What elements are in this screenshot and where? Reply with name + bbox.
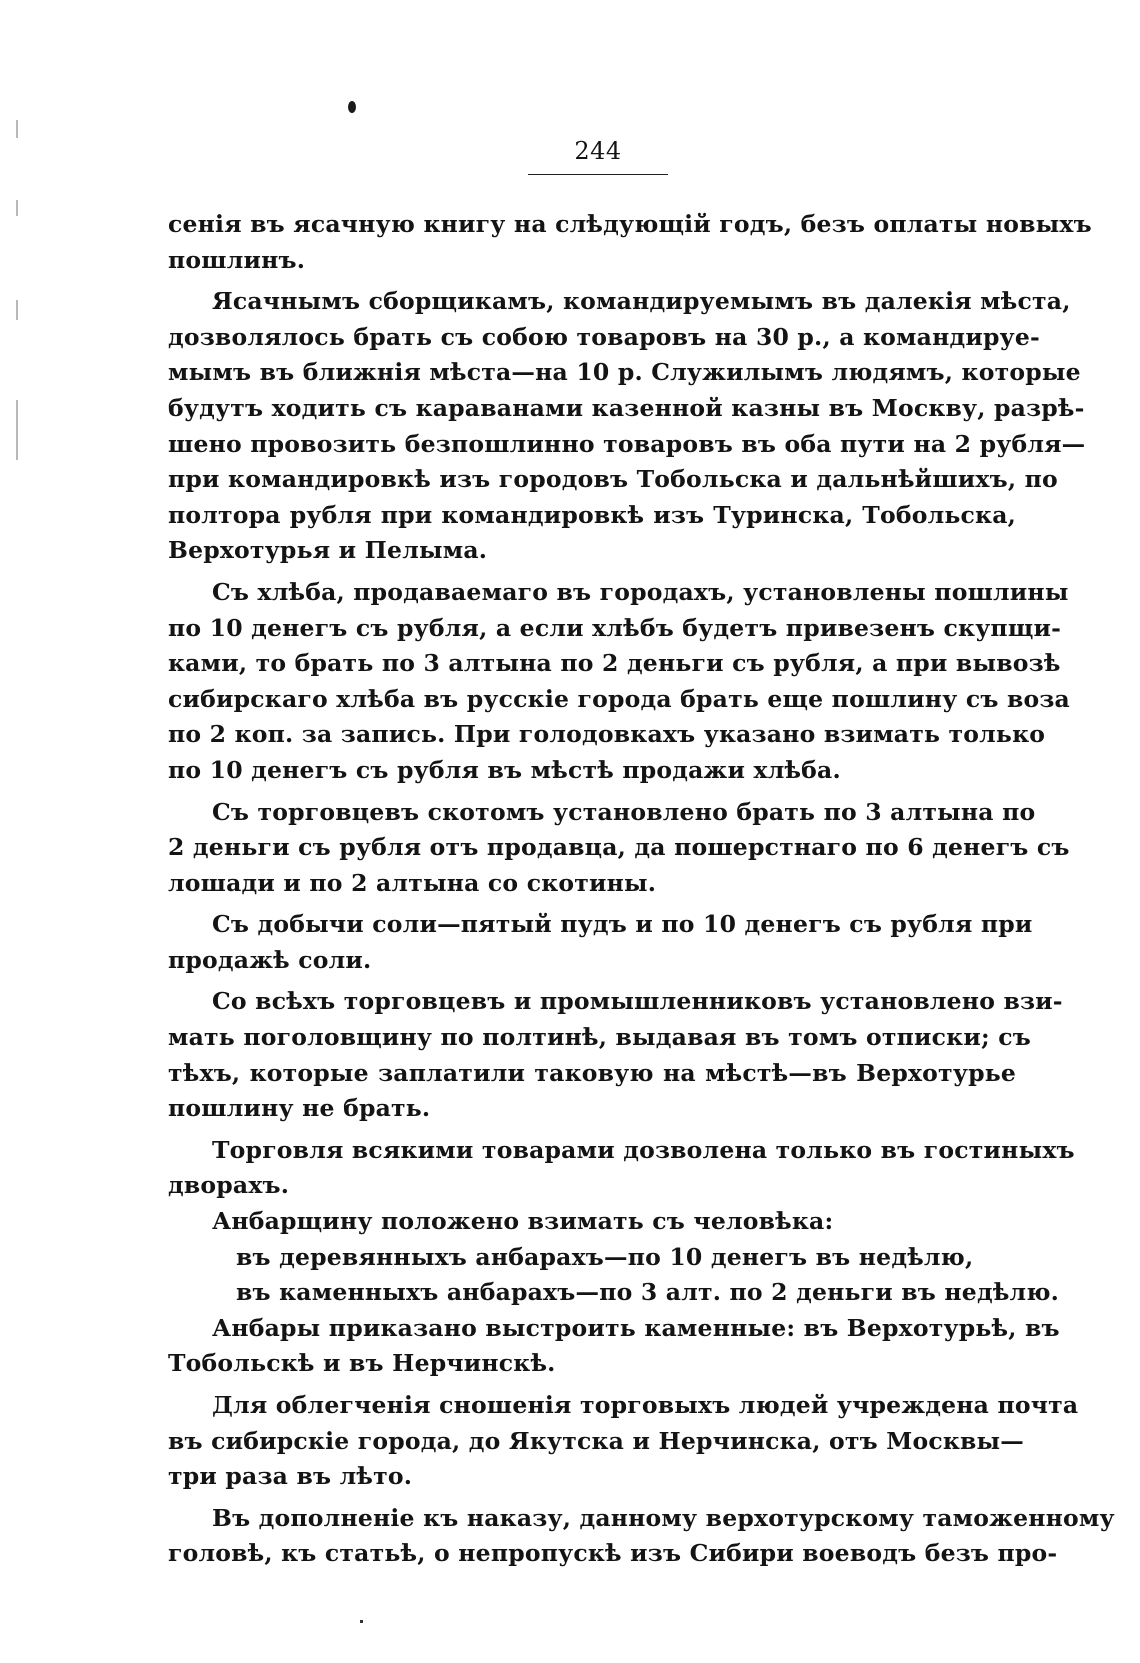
text-line: Для облегченія сношенія торговыхъ людей учреждена почта (212, 1391, 1079, 1419)
text-line: шено провозить безпошлинно товаровъ въ оба пути на 2 рубля— (168, 429, 1086, 458)
text-line: Анбарщину положено взимать съ человѣка: (212, 1207, 834, 1236)
text-line: Съ добычи соли—пятый пудъ и по 10 денегъ съ рубля при (212, 910, 1033, 939)
page-number: 244 (574, 137, 622, 165)
text-line: Въ дополненіе къ наказу, данному верхотурскому таможенному (212, 1503, 1115, 1532)
text-line: при командировкѣ изъ городовъ Тобольска и дальнѣйшихъ, по (168, 465, 1058, 494)
text-line: Тобольскѣ и въ Нерчинскѣ. (168, 1349, 556, 1378)
body-text (168, 207, 1115, 1572)
text-line: Верхотурья и Пелыма. (168, 536, 488, 565)
text-line: по 10 денегъ съ рубля, а если хлѣбъ будетъ привезенъ скупщи- (168, 613, 1062, 642)
text-line: сибирскаго хлѣба въ русскіе города брать еще пошлину съ воза (168, 684, 1070, 713)
text-line: лошади и по 2 алтына со скотины. (168, 868, 657, 897)
text-line: въ каменныхъ анбарахъ—по 3 алт. по 2 деньги въ недѣлю. (236, 1278, 1059, 1307)
text-line: тѣхъ, которые заплатили таковую на мѣстѣ—въ Верхотурье (168, 1058, 1016, 1087)
text-line: будутъ ходить съ караванами казенной казны въ Москву, разрѣ- (168, 393, 1085, 422)
text-line: три раза въ лѣто. (168, 1462, 413, 1491)
ink-dot (348, 101, 356, 113)
text-line: ками, то брать по 3 алтына по 2 деньги съ рубля, а при вывозѣ (168, 649, 1061, 678)
scan-edge-mark (16, 400, 18, 460)
text-line: мымъ въ ближнія мѣста—на 10 р. Служилымъ людямъ, которые (168, 358, 1081, 387)
text-line: пошлину не брать. (168, 1094, 431, 1123)
page-number-rule (528, 174, 668, 175)
text-line: головѣ, къ статьѣ, о непропускѣ изъ Сибири воеводъ безъ про- (168, 1539, 1058, 1568)
ink-speck (360, 1620, 363, 1623)
text-line: по 10 денегъ съ рубля въ мѣстѣ продажи хлѣба. (168, 755, 841, 784)
text-line: по 2 коп. за запись. При голодовкахъ указано взимать только (168, 720, 1046, 749)
text-line: 2 деньги съ рубля отъ продавца, да пошерстнаго по 6 денегъ съ (168, 833, 1070, 862)
text-line: дозволялось брать съ собою товаровъ на 30 р., а командируе- (168, 322, 1040, 351)
text-line: дворахъ. (168, 1171, 290, 1200)
text-line: Съ торговцевъ скотомъ установлено брать по 3 алтына по (212, 797, 1036, 826)
text-line: въ сибирскіе города, до Якутска и Нерчинска, отъ Москвы— (168, 1426, 1024, 1455)
text-line: полтора рубля при командировкѣ изъ Туринска, Тобольска, (168, 500, 1016, 529)
scan-edge-mark (16, 120, 18, 138)
text-line: въ деревянныхъ анбарахъ—по 10 денегъ въ недѣлю, (236, 1242, 974, 1271)
text-line: мать поголовщину по полтинѣ, выдавая въ томъ отписки; съ (168, 1023, 1031, 1052)
text-line: продажѣ соли. (168, 945, 372, 974)
text-line: Съ хлѣба, продаваемаго въ городахъ, установлены пошлины (212, 577, 1069, 606)
text-line: Торговля всякими товарами дозволена только въ гостиныхъ (212, 1135, 1075, 1164)
scan-edge-mark (16, 300, 18, 320)
text-line: Анбары приказано выстроить каменные: въ Верхотурьѣ, въ (212, 1313, 1060, 1342)
text-line: сенія въ ясачную книгу на слѣдующій годъ, безъ оплаты новыхъ (168, 210, 1092, 238)
text-line: пошлинъ. (168, 245, 306, 274)
text-line: Ясачнымъ сборщикамъ, командируемымъ въ далекія мѣста, (212, 287, 1071, 316)
scan-edge-mark (16, 200, 18, 216)
text-line: Со всѣхъ торговцевъ и промышленниковъ установлено взи- (212, 987, 1063, 1016)
